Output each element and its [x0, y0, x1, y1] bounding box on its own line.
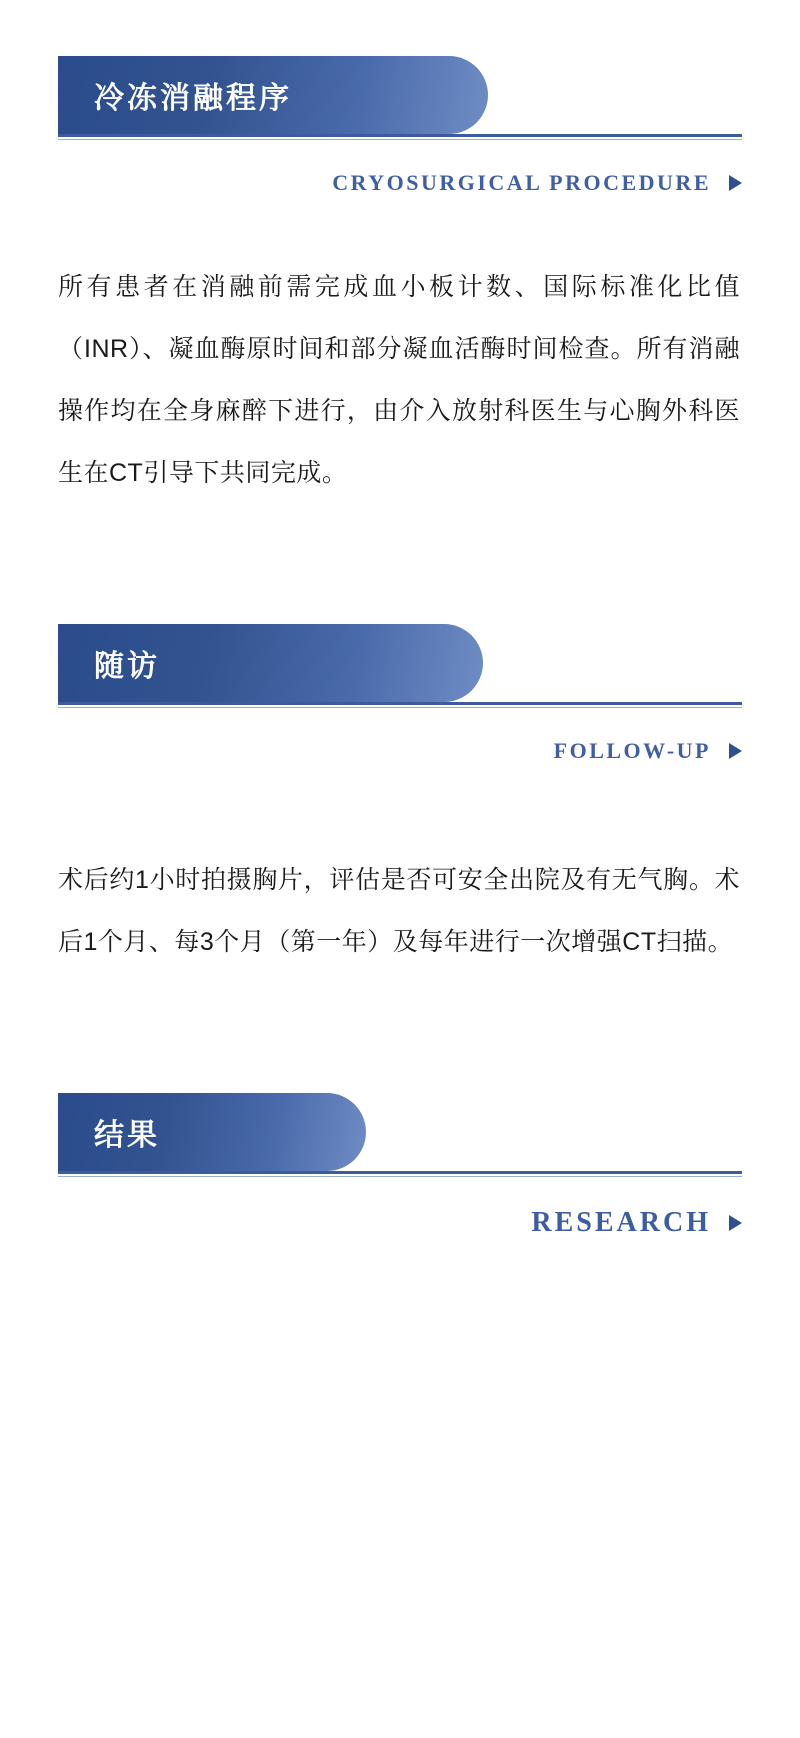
- spacer: [0, 764, 800, 849]
- section-research: [0, 1093, 800, 1239]
- section-subtitle-row: [58, 738, 742, 764]
- section-title-en: RESEARCH: [531, 1207, 711, 1238]
- triangle-right-icon: [729, 1215, 742, 1231]
- section-subtitle-row: [58, 1207, 742, 1239]
- underline-thick: [58, 134, 742, 137]
- section-banner: [58, 1093, 742, 1171]
- section-cryosurgical-procedure: [0, 56, 800, 504]
- section-body-text: 所有患者在消融前需完成血小板计数、国际标准化比值（INR）、凝血酶原时间和部分凝血活酶时间检查。所有消融操作均在全身麻醉下进行，由介入放射科医生与心胸外科医生在CT引导下共同完成。: [58, 273, 740, 487]
- underline-thin: [58, 707, 742, 708]
- section-subtitle-row: [58, 170, 742, 196]
- section-gap: [0, 504, 800, 624]
- section-title-en: CRYOSURGICAL PROCEDURE: [332, 170, 711, 195]
- banner-graphic: [58, 624, 742, 702]
- section-banner: [58, 624, 742, 702]
- section-title-cn: 结果: [94, 1119, 160, 1152]
- section-banner: [58, 56, 742, 134]
- section-follow-up: [0, 624, 800, 973]
- top-spacer: [0, 0, 800, 56]
- section-title-cn: 随访: [94, 650, 160, 683]
- section-gap: [0, 973, 800, 1093]
- section-title-cn: 冷冻消融程序: [94, 82, 292, 115]
- banner-graphic: [58, 1093, 742, 1171]
- underline-thick: [58, 1171, 742, 1174]
- triangle-right-icon: [729, 743, 742, 759]
- underline-thin: [58, 1176, 742, 1177]
- triangle-right-icon: [729, 175, 742, 191]
- section-body-text: 术后约1小时拍摄胸片，评估是否可安全出院及有无气胸。术后1个月、每3个月（第一年）及每年进行一次增强CT扫描。: [58, 866, 740, 956]
- banner-underline: [58, 702, 742, 708]
- banner-underline: [58, 1171, 742, 1177]
- banner-underline: [58, 134, 742, 140]
- banner-graphic: [58, 56, 742, 134]
- section-title-en: FOLLOW-UP: [553, 738, 711, 763]
- underline-thin: [58, 139, 742, 140]
- spacer: [0, 196, 800, 256]
- underline-thick: [58, 702, 742, 705]
